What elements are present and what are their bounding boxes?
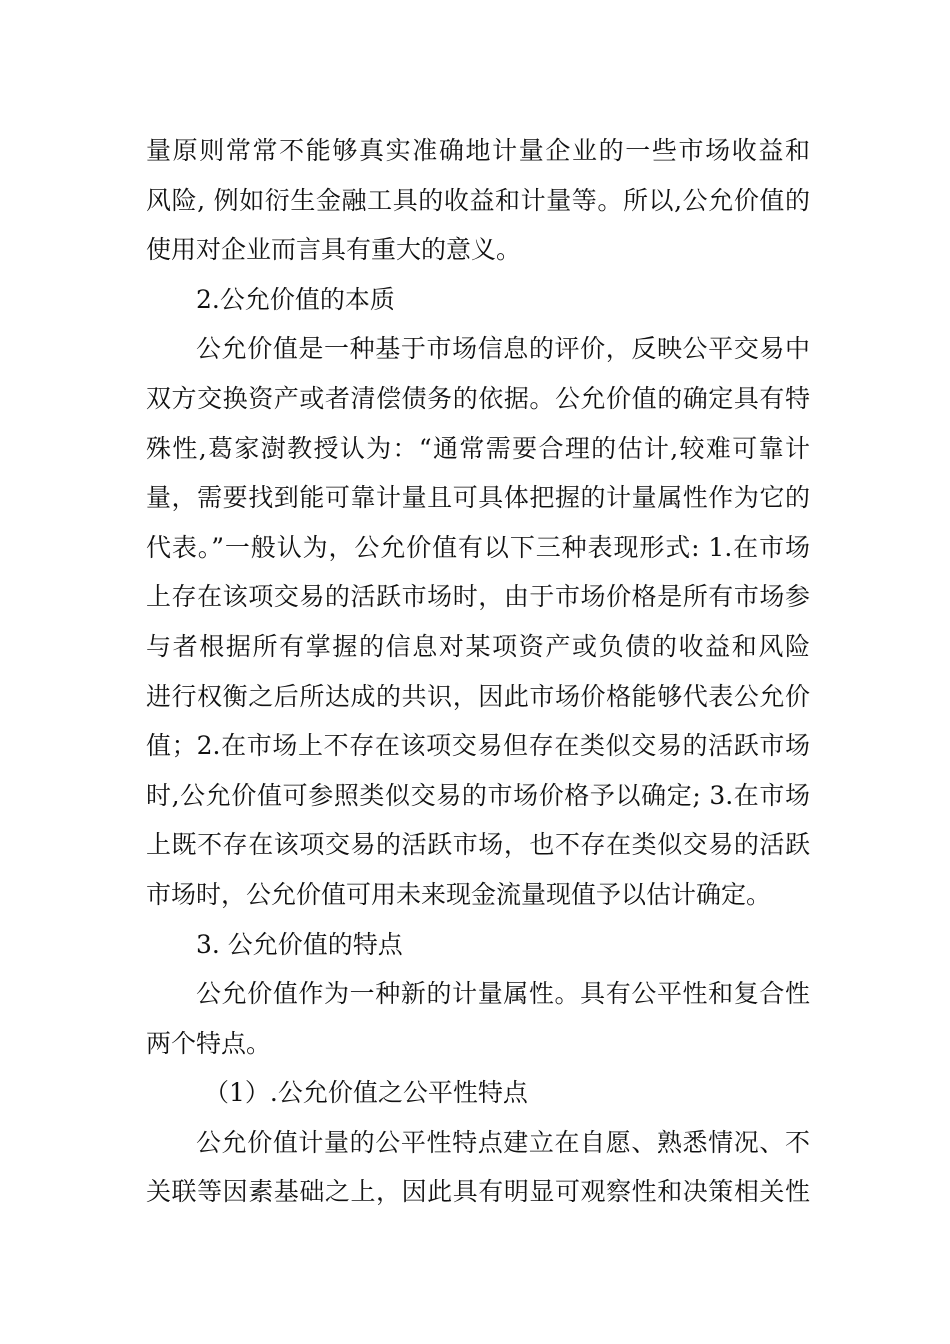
text-line: 市场时，公允价值可用未来现金流量现值予以估计确定。 <box>146 879 772 909</box>
text-line: 双方交换资产或者清偿债务的依据。公允价值的确定具有特 <box>146 383 810 413</box>
text-line: 上存在该项交易的活跃市场时，由于市场价格是所有市场参 <box>146 582 810 612</box>
document-page <box>146 126 810 1217</box>
text-line: 上既不存在该项交易的活跃市场，也不存在类似交易的活跃 <box>146 830 810 860</box>
text-line: 关联等因素基础之上，因此具有明显可观察性和决策相关性 <box>146 1177 810 1207</box>
section-heading: 3. 公允价值的特点 <box>196 929 403 959</box>
text-line: 与者根据所有掌握的信息对某项资产或负债的收益和风险 <box>146 631 810 661</box>
subsection-heading: （1）.公允价值之公平性特点 <box>204 1078 528 1108</box>
text-line: 公允价值作为一种新的计量属性。具有公平性和复合性 <box>196 979 810 1009</box>
section-heading: 2.公允价值的本质 <box>196 284 395 314</box>
text-line: 两个特点。 <box>146 1028 272 1058</box>
text-line: 量，需要找到能可靠计量且可具体把握的计量属性作为它的 <box>146 483 810 513</box>
text-line: 殊性,葛家澍教授认为：“通常需要合理的估计,较难可靠计 <box>146 433 810 463</box>
text-line: 量原则常常不能够真实准确地计量企业的一些市场收益和 <box>146 136 810 165</box>
text-line: 风险, 例如衍生金融工具的收益和计量等。所以,公允价值的 <box>146 185 810 215</box>
text-line: 使用对企业而言具有重大的意义。 <box>146 235 522 265</box>
text-line: 进行权衡之后所达成的共识，因此市场价格能够代表公允价 <box>146 681 810 711</box>
text-line: 公允价值计量的公平性特点建立在自愿、熟悉情况、不 <box>196 1127 810 1157</box>
text-line: 公允价值是一种基于市场信息的评价，反映公平交易中 <box>196 334 810 364</box>
text-line: 值；2.在市场上不存在该项交易但存在类似交易的活跃市场 <box>146 731 810 761</box>
text-line: 时,公允价值可参照类似交易的市场价格予以确定; 3.在市场 <box>146 780 810 810</box>
text-line: 代表。”一般认为，公允价值有以下三种表现形式: 1.在市场 <box>146 532 810 562</box>
